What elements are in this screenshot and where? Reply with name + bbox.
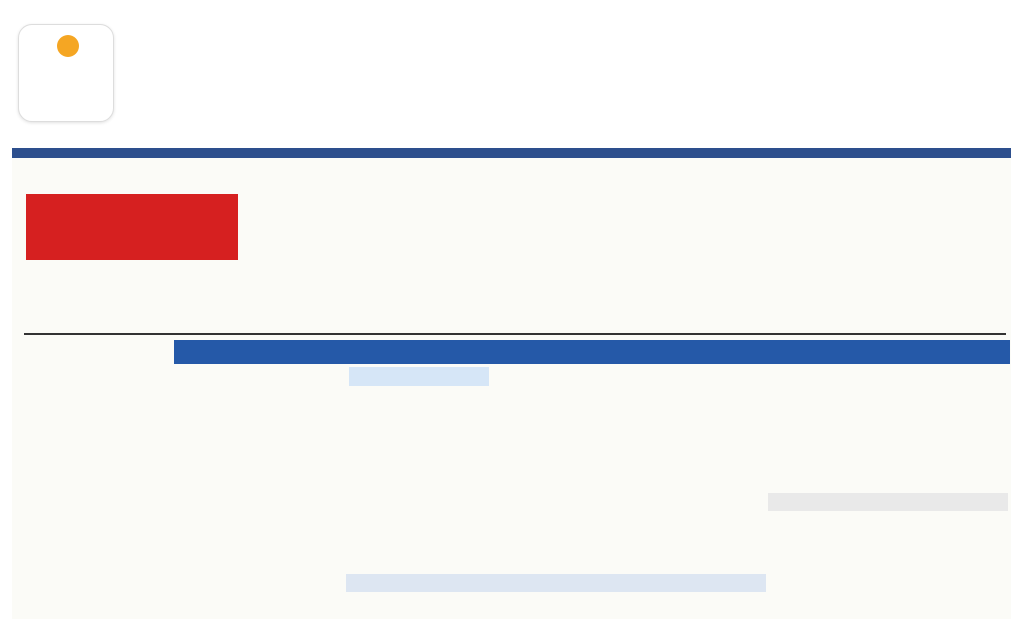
top-stripe	[12, 148, 1011, 158]
reservoir-table-title	[768, 493, 1008, 511]
sun-icon	[57, 35, 79, 57]
report-box-line1	[26, 194, 238, 196]
chart-title	[349, 367, 489, 386]
app-logo[interactable]	[18, 24, 114, 122]
report-box	[26, 194, 238, 260]
zone-rain-chart	[324, 388, 760, 566]
total-storage-note	[934, 515, 1010, 542]
blue-banner	[174, 340, 1010, 364]
september-title	[346, 574, 766, 592]
divider	[24, 333, 1006, 335]
edition-header	[138, 52, 174, 91]
report-tag	[26, 164, 238, 194]
newspaper-page	[12, 148, 1011, 619]
